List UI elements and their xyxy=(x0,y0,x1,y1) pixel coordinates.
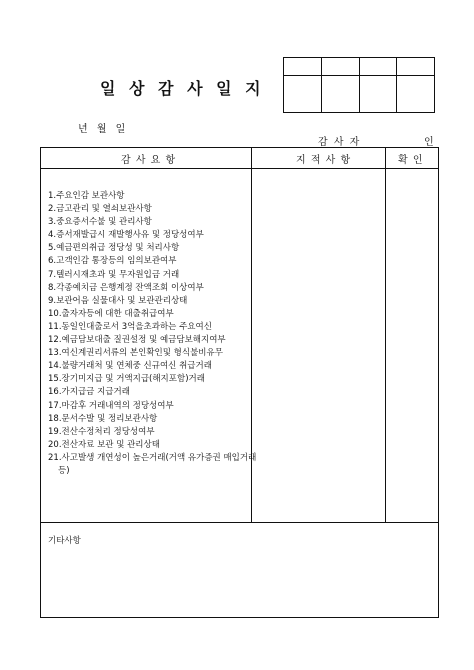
approval-header-cell xyxy=(397,58,435,76)
list-item: 10.출자자등에 대한 대출취급여부 xyxy=(48,308,174,319)
list-item: 8.각종예치금 은행계정 잔액조회 이상여부 xyxy=(48,282,204,293)
list-item: 21.사고발생 개연성이 높은거래(거액 유가증권 매입거래등) xyxy=(48,452,257,476)
list-item: 18.문서수발 및 정리보관사항 xyxy=(48,413,158,424)
list-item: 14.불량거래처 및 연체중 신규여신 취급거래 xyxy=(48,361,212,372)
approval-header-cell xyxy=(359,58,397,76)
approval-sign-cell xyxy=(321,76,359,113)
list-item: 7.텔러시재초과 및 무자원입금 거래 xyxy=(48,269,180,280)
list-item: 12.예금담보대출 질권설정 및 예금담보해지여부 xyxy=(48,335,226,346)
header-divider xyxy=(41,168,438,169)
other-divider xyxy=(41,522,438,523)
approval-header-cell xyxy=(284,58,322,76)
list-item: 19.전산수정처리 정당성여부 xyxy=(48,426,155,437)
other-notes-label: 기타사항 xyxy=(48,536,81,546)
list-item: 13.여신계권리서류의 본인확인및 형식불비유무 xyxy=(48,348,223,359)
approval-sign-cell xyxy=(359,76,397,113)
list-item: 17.마감후 거래내역의 정당성여부 xyxy=(48,400,174,411)
audit-items-list xyxy=(48,190,258,478)
header-findings: 지 적 사 항 xyxy=(296,155,352,166)
list-item: 6.고객인감 통장등의 임의보관여부 xyxy=(48,256,177,267)
list-item: 9.보관어음 실물대사 및 보관관리상태 xyxy=(48,295,188,306)
list-item: 11.동일인대출로서 3억을초과하는 주요여신 xyxy=(48,321,212,332)
list-item: 5.예금편의취급 정당성 및 처리사항 xyxy=(48,243,180,254)
list-item: 20.전산자료 보관 및 관리상태 xyxy=(48,439,160,450)
approval-sign-cell xyxy=(397,76,435,113)
approval-header-cell xyxy=(321,58,359,76)
auditor-seal: 인 xyxy=(424,137,434,148)
approval-box xyxy=(283,57,435,113)
list-item: 15.장기미지급 및 거액지급(해지포함)거래 xyxy=(48,374,205,385)
column-divider xyxy=(385,148,386,522)
date-line: 년 월 일 xyxy=(78,124,126,135)
approval-sign-cell xyxy=(284,76,322,113)
document-title: 일 상 감 사 일 지 xyxy=(100,79,265,98)
list-item: 1.주요인감 보관사항 xyxy=(48,191,125,201)
list-item: 3.중요증서수불 및 관리사항 xyxy=(48,217,152,228)
list-item: 4.증서재발급시 재발행사유 및 정당성여부 xyxy=(48,230,204,241)
list-item: 2.금고관리 및 열쇠보관사항 xyxy=(48,204,152,215)
header-confirm: 확 인 xyxy=(398,155,424,166)
auditor-label: 감 사 자 xyxy=(318,137,360,148)
header-audit-items: 감 사 요 항 xyxy=(121,155,177,166)
list-item: 16.가지급금 지급거래 xyxy=(48,387,130,398)
